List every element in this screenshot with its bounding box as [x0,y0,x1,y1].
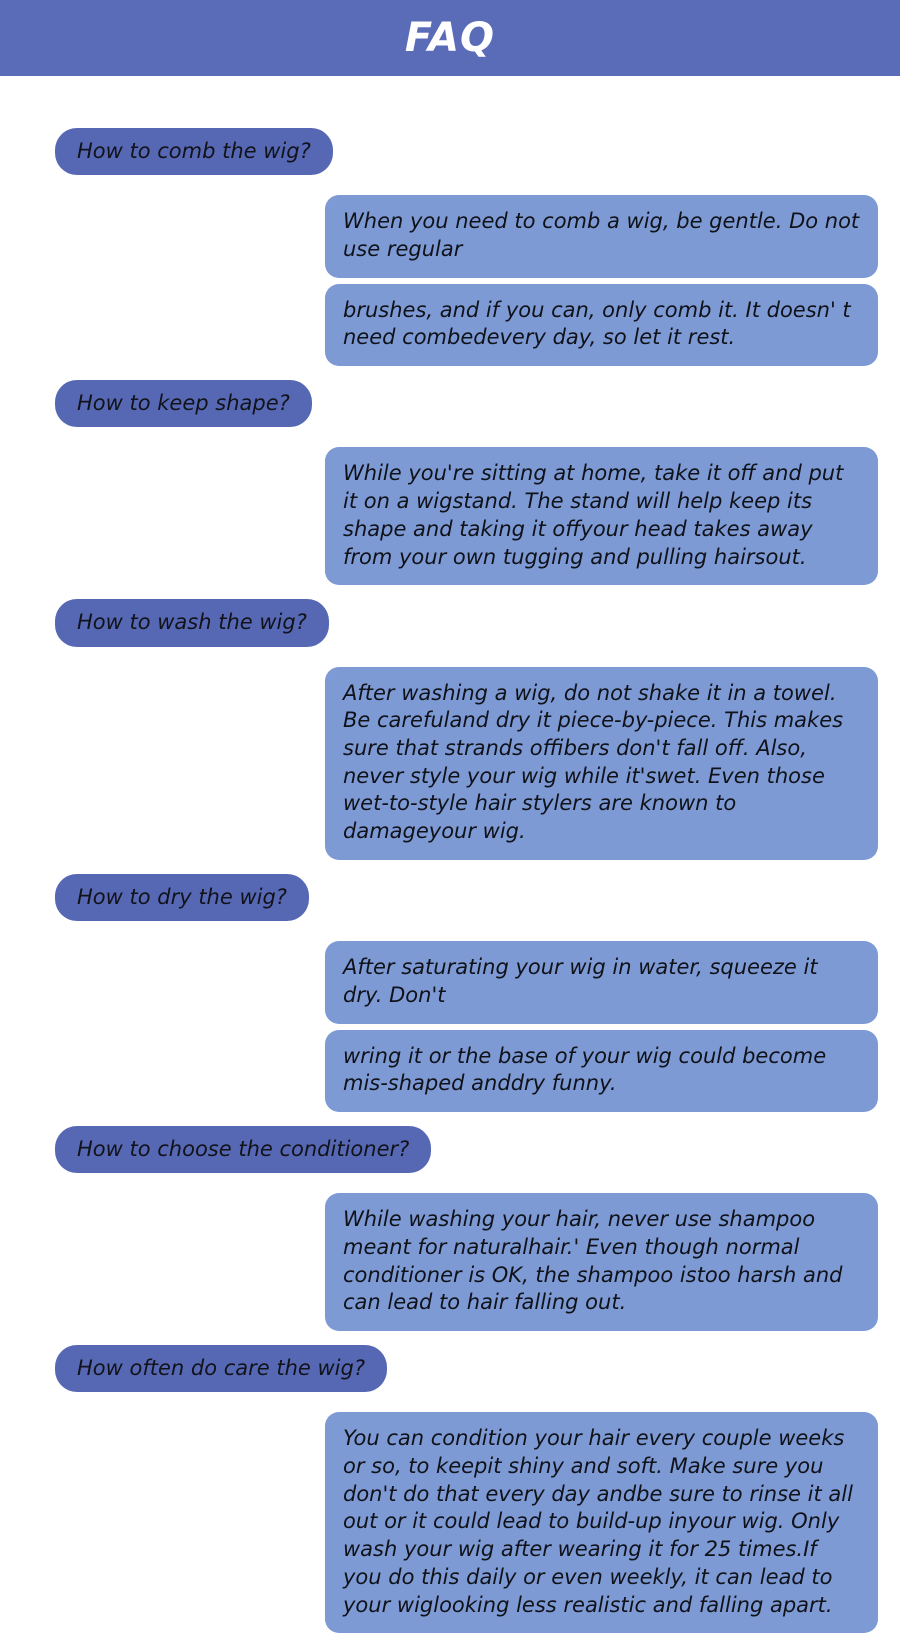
faq-question: How to comb the wig? [55,128,333,175]
section-spacer [0,585,900,599]
faq-answer: You can condition your hair every couple weeks or so, to keepit shiny and soft. Make sure you don't do that every day andbe sure to rinse it all out or it could lead to build-up inyour wig. Only wash your wig after wearing it for 25 times.If you do this daily or even weekly, it can lead to your wiglooking less realistic and falling apart. [325,1412,878,1633]
faq-answers [325,1193,878,1331]
faq-question: How to wash the wig? [55,599,329,646]
faq-answer: While washing your hair, never use shampoo meant for naturalhair.' Even though normal conditioner is OK, the shampoo istoo harsh and can lead to hair falling out. [325,1193,878,1331]
faq-answer: After washing a wig, do not shake it in a towel. Be carefuland dry it piece-by-piece. This makes sure that strands offibers don't fall off. Also, never style your wig while it'swet. Even those wet-to-style hair stylers are known to damageyour wig. [325,667,878,860]
page-title: FAQ [404,15,496,61]
faq-answer: When you need to comb a wig, be gentle. Do not use regular [325,195,878,277]
faq-item [0,128,900,366]
faq-answers [325,1412,878,1633]
faq-answers [325,667,878,860]
faq-answers [325,941,878,1112]
faq-answer: wring it or the base of your wig could become mis-shaped anddry funny. [325,1030,878,1112]
faq-answer: While you're sitting at home, take it off and put it on a wigstand. The stand will help keep its shape and taking it offyour head takes away from your own tugging and pulling hairsout. [325,447,878,585]
faq-question: How to keep shape? [55,380,312,427]
faq-question: How often do care the wig? [55,1345,387,1392]
faq-answers [325,447,878,585]
faq-item [0,1126,900,1331]
faq-item [0,1345,900,1633]
faq-question: How to choose the conditioner? [55,1126,431,1173]
section-spacer [0,366,900,380]
faq-answer: brushes, and if you can, only comb it. It doesn' t need combedevery day, so let it rest. [325,284,878,366]
faq-item [0,874,900,1112]
section-spacer [0,1112,900,1126]
section-spacer [0,860,900,874]
faq-answers [325,195,878,366]
faq-question: How to dry the wig? [55,874,309,921]
faq-item [0,380,900,585]
faq-answer: After saturating your wig in water, squeeze it dry. Don't [325,941,878,1023]
faq-item [0,599,900,860]
page-header [0,0,900,76]
faq-list [0,76,900,1633]
section-spacer [0,1331,900,1345]
